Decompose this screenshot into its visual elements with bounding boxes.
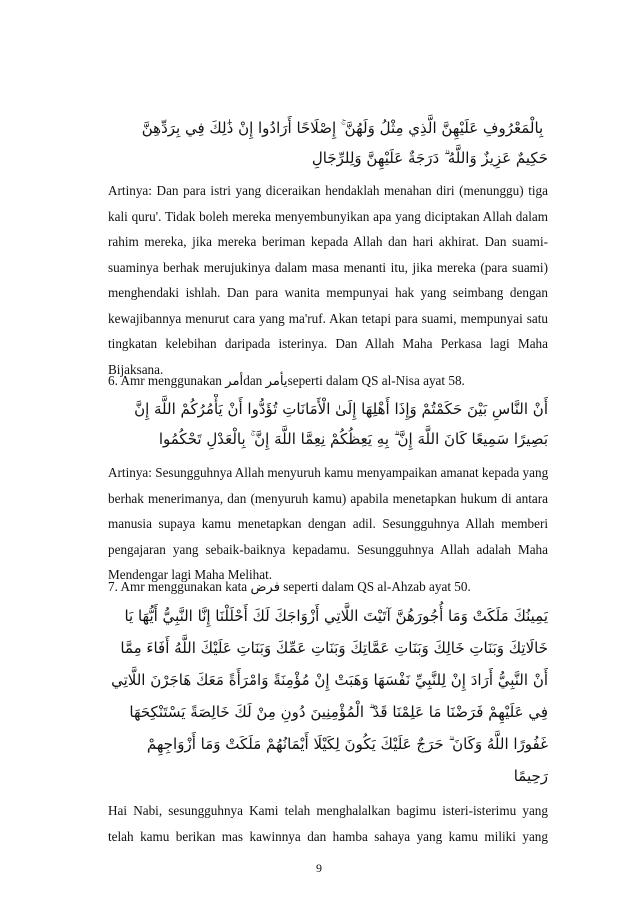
arabic-verse-line: بَصِيرًا سَمِيعًا كَانَ اللَّهَ إِنَّ ۗ بِهِ يَعِظُكُمْ نِعِمَّا اللَّهَ إِنَّ ۚ بِالْعَدْلِ تَحْكُمُوا	[158, 430, 548, 448]
translation-paragraph	[108, 178, 548, 382]
heading-arabic-word: فرض	[250, 580, 280, 595]
text-line: manusia supaya kamu menetapkan dengan adil. Sesungguhnya Allah memberi	[108, 516, 548, 531]
heading-text: 6. Amr menggunakan	[108, 373, 226, 388]
page-number: 9	[316, 861, 322, 875]
section-heading-7	[108, 577, 548, 598]
heading-arabic-word: يأمر	[265, 374, 288, 389]
heading-text: seperti dalam QS al-Nisa ayat 58.	[287, 373, 465, 388]
text-line: suaminya berhak merujukinya dalam masa menanti itu, jika mereka (para suami)	[108, 259, 548, 275]
text-line: Hai Nabi, sesungguhnya Kami telah menghalalkan bagimu isteri-isterimu yang	[108, 803, 548, 818]
text-line: Artinya: Sesungguhnya Allah menyuruh kamu menyampaikan amanat kepada yang	[108, 465, 549, 480]
arabic-verse-line: حَكِيمٌ عَزِيزٌ وَاللَّهُ ۗ دَرَجَةٌ عَلَيْهِنَّ وَلِلرِّجَالِ	[311, 149, 548, 167]
heading-arabic-word: أمر	[225, 374, 244, 389]
heading-text: seperti dalam QS al-Ahzab ayat 50.	[280, 579, 471, 594]
translation-paragraph	[108, 798, 548, 849]
heading-text: 7. Amr menggunakan kata	[108, 579, 251, 594]
text-line: kewajibannya menurut cara yang ma'ruf. Akan tetapi para suami, mempunyai satu	[108, 310, 548, 326]
arabic-verse-line: غَفُورًا اللَّهُ وَكَانَ ۗ حَرَجٌ عَلَيْكَ يَكُونَ لِكَيْلَا أَيْمَانُهُمْ مَلَكَتْ وَمَا أَزْوَاجِهِمْ	[146, 735, 548, 753]
text-line: Bijaksana.	[108, 361, 164, 377]
text-line: rahim mereka, jika mereka beriman kepada Allah dan hari akhirat. Dan suami-	[108, 234, 548, 249]
translation-paragraph	[108, 460, 548, 588]
arabic-verse-line: أَنْ النَّاسِ بَيْنَ حَكَمْتُمْ وَإِذَا أَهْلِهَا إِلَىٰ الْأَمَانَاتِ تُؤَدُّوا أَنْ يَأْمُرُكُمْ اللَّهَ إِنَّ	[134, 400, 548, 418]
text-line: telah kamu berikan mas kawinnya dan hamba sahaya yang kamu miliki yang	[108, 828, 548, 844]
arabic-verse-line: رَحِيمًا	[513, 767, 548, 785]
arabic-verse-line: ۚ بِالْمَعْرُوفِ عَلَيْهِنَّ الَّذِي مِثْلُ وَلَهُنَّ ۚ إِصْلَاحًا أَرَادُوا إِنْ ذَٰلِكَ فِي بِرَدِّهِنَّ	[141, 119, 548, 137]
text-line: tingkatan kelebihan daripada isterinya. Dan Allah Maha Perkasa lagi Maha	[108, 336, 548, 351]
arabic-verse-line: خَالَاتِكَ وَبَنَاتِ خَالِكَ وَبَنَاتِ عَمَّاتِكَ وَبَنَاتِ عَمِّكَ وَبَنَاتِ عَلَيْكَ اللَّهُ أَفَاءَ مِمَّا	[120, 639, 548, 657]
text-line: Artinya: Dan para istri yang diceraikan hendaklah menahan diri (menunggu) tiga	[108, 183, 548, 198]
arabic-verse-line: يَمِينُكَ مَلَكَتْ وَمَا أُجُورَهُنَّ آتَيْتَ اللَّاتِي أَزْوَاجَكَ لَكَ أَحْلَلْنَا إِنَّا النَّبِيُّ أَيُّهَا يَا	[124, 607, 548, 625]
text-line: berhak menerimanya, dan (menyuruh kamu) apabila menetapkan hukum di antara	[108, 490, 548, 506]
text-line: Mendengar lagi Maha Melihat.	[108, 567, 273, 582]
text-line: menghendaki ishlah. Dan para wanita mempunyai hak yang seimbang dengan	[108, 285, 548, 300]
heading-text: dan	[243, 373, 266, 388]
text-line: kali quru'. Tidak boleh mereka menyembunyikan apa yang diciptakan Allah dalam	[108, 208, 548, 224]
arabic-verse-line: أَنْ النَّبِيُّ أَرَادَ إِنْ لِلنَّبِيِّ نَفْسَهَا وَهَبَتْ إِنْ مُؤْمِنَةً وَامْرَأَةً مَعَكَ هَاجَرْنَ اللَّاتِي	[111, 671, 548, 689]
section-heading-6	[108, 371, 548, 392]
arabic-verse-line: فِي عَلَيْهِمْ فَرَضْنَا مَا عَلِمْنَا قَدْ ۗ الْمُؤْمِنِينَ دُونِ مِنْ لَكَ خَالِصَةً يَسْتَنْكِحَهَا	[129, 703, 548, 721]
text-line: pengajaran yang sebaik-baiknya kepadamu. Sesungguhnya Allah adalah Maha	[108, 541, 548, 557]
